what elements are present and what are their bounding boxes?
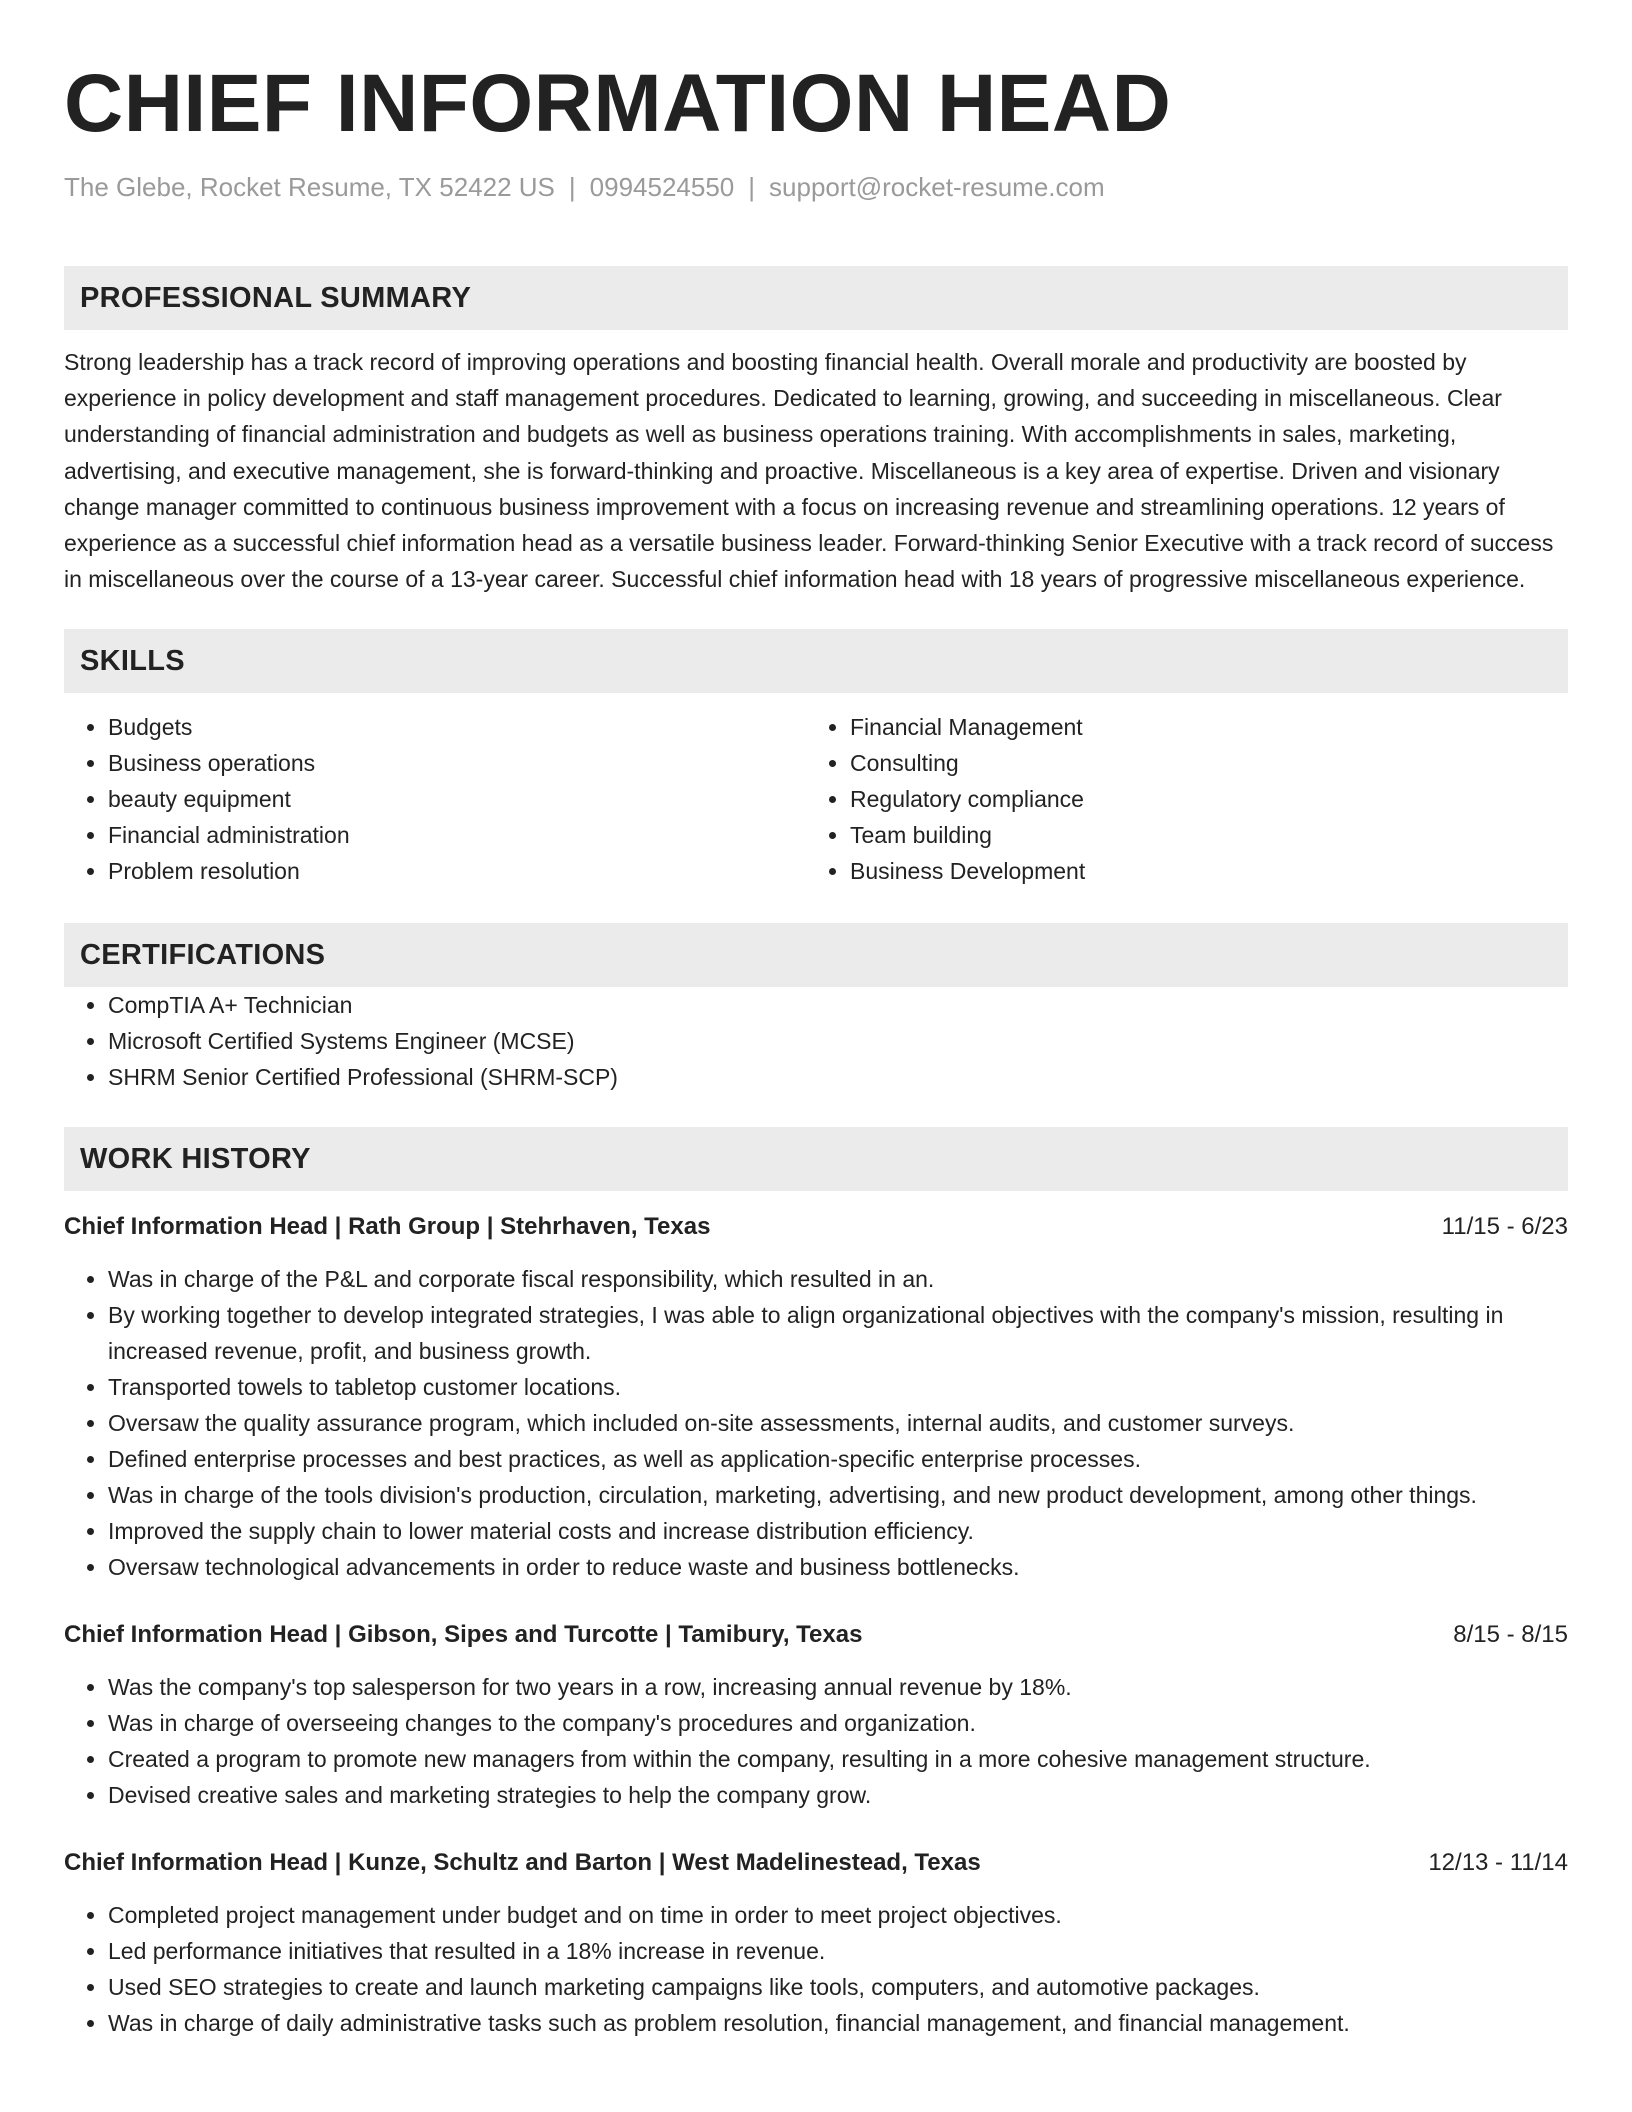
certification-item: • CompTIA A+ Technician (108, 987, 1568, 1023)
skill-item: • beauty equipment (108, 781, 806, 817)
job-bullet: • Was in charge of the P&L and corporate fiscal responsibility, which resulted in an. (108, 1261, 1568, 1297)
job-header (64, 1847, 1568, 1879)
job-bullet: • Devised creative sales and marketing strategies to help the company grow. (108, 1777, 1568, 1813)
skills-column-right (806, 709, 1548, 889)
job-entry (64, 1847, 1568, 2041)
job-bullet: • Oversaw the quality assurance program, which included on-site assessments, internal audits, and customer surveys. (108, 1405, 1568, 1441)
job-bullet: • Was in charge of overseeing changes to the company's procedures and organization. (108, 1705, 1568, 1741)
job-bullet: • Was the company's top salesperson for two years in a row, increasing annual revenue by 18%. (108, 1669, 1568, 1705)
job-entry (64, 1211, 1568, 1585)
contact-separator: | (568, 172, 576, 202)
skill-item: • Financial administration (108, 817, 806, 853)
contact-separator: | (748, 172, 756, 202)
certification-item: • Microsoft Certified Systems Engineer (MCSE) (108, 1023, 1568, 1059)
contact-phone: 0994524550 (589, 172, 735, 202)
job-bullets (64, 1897, 1568, 2041)
contact-line (64, 170, 1568, 204)
section-heading-skills: SKILLS (64, 629, 1568, 693)
job-bullet: • Improved the supply chain to lower material costs and increase distribution efficiency. (108, 1513, 1568, 1549)
skill-item: • Business Development (850, 853, 1548, 889)
skill-item: • Consulting (850, 745, 1548, 781)
job-bullet: • Oversaw technological advancements in order to reduce waste and business bottlenecks. (108, 1549, 1568, 1585)
job-bullet: • By working together to develop integrated strategies, I was able to align organizational objectives with the company's mission, resulting in increased revenue, profit, and business growth. (108, 1297, 1568, 1369)
job-entry (64, 1619, 1568, 1813)
skill-item: • Business operations (108, 745, 806, 781)
section-heading-work-history: WORK HISTORY (64, 1127, 1568, 1191)
skills-column-left (64, 709, 806, 889)
job-header (64, 1211, 1568, 1243)
job-bullet: • Defined enterprise processes and best practices, as well as application-specific enterprise processes. (108, 1441, 1568, 1477)
job-header (64, 1619, 1568, 1651)
skill-item: • Team building (850, 817, 1548, 853)
job-bullet: • Transported towels to tabletop customer locations. (108, 1369, 1568, 1405)
resume-page (64, 0, 1568, 2041)
summary-text: Strong leadership has a track record of improving operations and boosting financial health. Overall morale and productivity are boosted by experience in policy development and staff management procedures. Dedicated to learning, growing, and succeeding in miscellaneous. Clear understanding of financial administration and budgets as well as business operations training. With accomplishments in sales, marketing, advertising, and executive management, she is forward-thinking and proactive. Miscellaneous is a key area of expertise. Driven and visionary change manager committed to continuous business improvement with a focus on increasing revenue and streamlining operations. 12 years of experience as a successful chief information head as a versatile business leader. Forward-thinking Senior Executive with a track record of success in miscellaneous over the course of a 13-year career. Successful chief information head with 18 years of progressive miscellaneous experience. (64, 349, 1554, 593)
job-bullet: • Was in charge of daily administrative tasks such as problem resolution, financial management, and financial management. (108, 2005, 1568, 2041)
job-title: Chief Information Head | Kunze, Schultz and Barton | West Madelinestead, Texas (64, 1849, 981, 1877)
certifications-list (64, 987, 1568, 1095)
job-dates: 8/15 - 8/15 (1453, 1621, 1568, 1649)
skill-item: • Regulatory compliance (850, 781, 1548, 817)
job-dates: 12/13 - 11/14 (1428, 1849, 1568, 1877)
job-bullets (64, 1669, 1568, 1813)
skill-item: • Financial Management (850, 709, 1548, 745)
job-bullet: • Led performance initiatives that resulted in a 18% increase in revenue. (108, 1933, 1568, 1969)
section-heading-certifications: CERTIFICATIONS (64, 923, 1568, 987)
job-dates: 11/15 - 6/23 (1441, 1213, 1568, 1241)
job-bullet: • Created a program to promote new managers from within the company, resulting in a more cohesive management structure. (108, 1741, 1568, 1777)
job-title: Chief Information Head | Rath Group | Stehrhaven, Texas (64, 1213, 711, 1241)
skill-item: • Budgets (108, 709, 806, 745)
job-bullets (64, 1261, 1568, 1585)
skills-list (64, 709, 1568, 889)
contact-address: The Glebe, Rocket Resume, TX 52422 US (64, 172, 555, 202)
job-bullet: • Used SEO strategies to create and launch marketing campaigns like tools, computers, and automotive packages. (108, 1969, 1568, 2005)
certification-item: • SHRM Senior Certified Professional (SHRM-SCP) (108, 1059, 1568, 1095)
section-heading-summary: PROFESSIONAL SUMMARY (64, 266, 1568, 330)
resume-title: CHIEF INFORMATION HEAD (64, 58, 1172, 149)
skill-item: • Problem resolution (108, 853, 806, 889)
job-bullet: • Was in charge of the tools division's production, circulation, marketing, advertising, and new product development, among other things. (108, 1477, 1568, 1513)
job-title: Chief Information Head | Gibson, Sipes and Turcotte | Tamibury, Texas (64, 1621, 863, 1649)
job-bullet: • Completed project management under budget and on time in order to meet project objectives. (108, 1897, 1568, 1933)
contact-email: support@rocket-resume.com (769, 172, 1105, 202)
